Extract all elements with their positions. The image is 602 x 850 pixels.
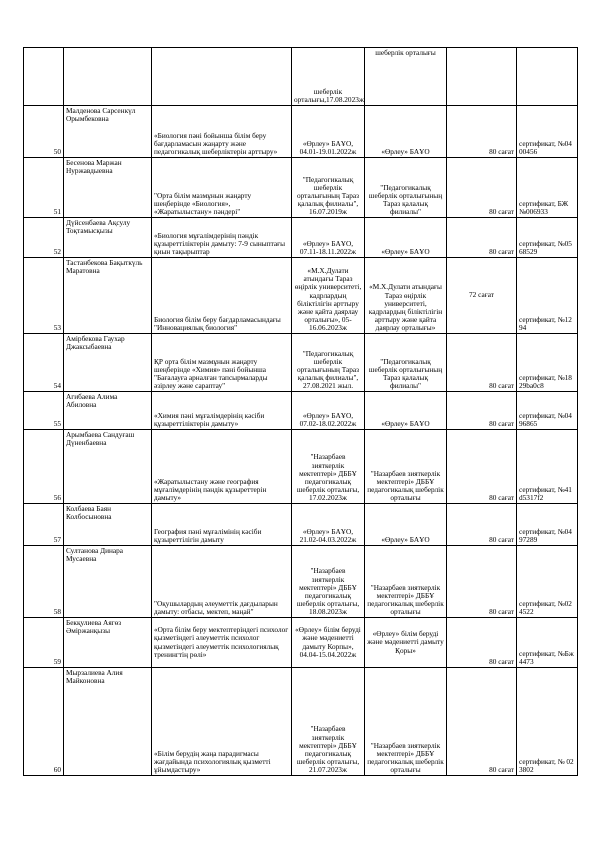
organization-date: «М.Х.Дулати атындағы Тараз өңірлік университеті, кадрлардың біліктілігін арттыру және қайта даярлау орталығы», 05-16.06.2023ж — [292, 258, 365, 334]
certificate: сертификат, №0400456 — [517, 106, 578, 158]
course-title: ҚР орта білім мазмұнын жаңарту шеңберінде «Химия» пәні бойынша "Бағалауға арналған тапсырмаларды әзірлеу және сараптау" — [152, 334, 292, 392]
table-row — [24, 258, 578, 334]
organization: "Назарбаев зияткерлік мектептері» ДББҰ педагогикалық шеберлік орталығы — [365, 546, 447, 618]
table-row — [24, 334, 578, 392]
course-title: "Оқушылардың әлеуметтік дағдыларын дамыту: отбасы, мектеп, маңай" — [152, 546, 292, 618]
row-number: 57 — [24, 504, 64, 546]
organization-date: шеберлік орталығы,17.08.2023ж — [292, 48, 365, 106]
certificate: сертификат, №0568529 — [517, 218, 578, 258]
hours: 80 сағат — [447, 106, 517, 158]
course-title: География пәні мұғалімінің кәсіби құзыреттілігін дамыту — [152, 504, 292, 546]
hours: 80 сағат — [447, 430, 517, 504]
teacher-name: Арымбаева Сандуғаш Дүненбаевна — [64, 430, 152, 504]
organization-date: «Өрлеу» БАҰО, 04.01-19.01.2022ж — [292, 106, 365, 158]
teachers-table — [23, 47, 578, 776]
row-number: 53 — [24, 258, 64, 334]
organization: шеберлік орталығы — [365, 48, 447, 106]
course-title: «Биология мұғалімдерінің пәндік құзыреттіліктерін дамыту: 7-9 сыныптағы қиын тақырыптар — [152, 218, 292, 258]
course-title: "Орта білім мазмұнын жаңарту шеңберінде «Биология», «Жаратылыстану» пәндері" — [152, 158, 292, 218]
course-title: «Жаратылыстану және география мұғалімдерінің пәндік құзыреттерін дамыту» — [152, 430, 292, 504]
hours — [447, 48, 517, 106]
certificate: сертификат, №Бж4473 — [517, 618, 578, 668]
hours: 80 сағат — [447, 158, 517, 218]
certificate: сертификат, №024522 — [517, 546, 578, 618]
table-row — [24, 504, 578, 546]
teacher-name: Малденова Сарсенкүл Орымбековна — [64, 106, 152, 158]
hours: 72 сағат — [447, 258, 517, 334]
hours: 80 сағат — [447, 218, 517, 258]
teacher-name: Колбаева Баян Колбосыновна — [64, 504, 152, 546]
row-number: 52 — [24, 218, 64, 258]
organization: «Өрлеу» БАҰО — [365, 392, 447, 430]
table-row — [24, 430, 578, 504]
teacher-name: Бекқулиева Аягөз Әміржанқызы — [64, 618, 152, 668]
teacher-name: Бесенова Маржан Нуржавдыевна — [64, 158, 152, 218]
organization: "Назарбаев зияткерлік мектептері» ДББҰ педагогикалық шеберлік орталығы — [365, 668, 447, 776]
row-number: 56 — [24, 430, 64, 504]
organization-date: «Өрлеу» БАҰО, 21.02-04.03.2022ж — [292, 504, 365, 546]
certificate: сертификат, №1294 — [517, 258, 578, 334]
organization-date: "Назарбаев зияткерлік мектептері» ДББҰ педагогикалық шеберлік орталығы, 21.07.2023ж — [292, 668, 365, 776]
organization-date: «Өрлеу» білім беруді және мәдениетті дамыту Корпы», 04.04-15.04.2022ж — [292, 618, 365, 668]
teacher-name — [64, 48, 152, 106]
teacher-name: Тастанбекова Бақыткүль Маратовна — [64, 258, 152, 334]
certificate: сертификат, №1829ba0c8 — [517, 334, 578, 392]
hours: 80 сағат — [447, 618, 517, 668]
course-title: «Химия пәні мұғалімдерінің кәсіби құзыреттіліктерін дамыту» — [152, 392, 292, 430]
organization-date: «Өрлеу» БАҰО, 07.11-18.11.2022ж — [292, 218, 365, 258]
organization-date: "Назарбаев зияткерлік мектептері» ДББҰ педагогикалық шеберлік орталығы, 17.02.2023ж — [292, 430, 365, 504]
organization: «Өрлеу» БАҰО — [365, 218, 447, 258]
organization-date: «Өрлеу» БАҰО, 07.02-18.02.2022ж — [292, 392, 365, 430]
teacher-name: Амірбекова Гаухар Джаксыбаевна — [64, 334, 152, 392]
row-number: 55 — [24, 392, 64, 430]
certificate: сертификат, БЖ№006933 — [517, 158, 578, 218]
table-row — [24, 546, 578, 618]
teacher-name: Мырзалиева Алия Майконовна — [64, 668, 152, 776]
course-title: «Орта білім беру мектептеріндегі психолог қызметіндегі әлеуметтік психолог қызметіндегі әлеуметтік психологиялық тренингтің рөлі» — [152, 618, 292, 668]
teacher-name: Агибаева Алима Абиловна — [64, 392, 152, 430]
certificate — [517, 48, 578, 106]
teacher-name: Султанова Динара Мусаевна — [64, 546, 152, 618]
hours: 80 сағат — [447, 334, 517, 392]
teacher-name: Дүйсенбаева Ақсулу Тоқтамысқызы — [64, 218, 152, 258]
table-row — [24, 668, 578, 776]
row-number: 54 — [24, 334, 64, 392]
table-row — [24, 218, 578, 258]
row-number: 59 — [24, 618, 64, 668]
certificate: сертификат, № 023802 — [517, 668, 578, 776]
table-row — [24, 106, 578, 158]
organization: «Өрлеу» БАҰО — [365, 504, 447, 546]
certificate: сертификат, №41d5317f2 — [517, 430, 578, 504]
hours: 80 сағат — [447, 504, 517, 546]
course-title: «Биология пәні бойынша білім беру бағдарламасын жаңарту және педагогикалық шеберліктерін арттыру» — [152, 106, 292, 158]
organization-date: "Педагогикалық шеберлік орталығының Тараз қалалық филиалы", 16.07.2019ж — [292, 158, 365, 218]
table-row — [24, 48, 578, 106]
hours: 80 сағат — [447, 546, 517, 618]
certificate: сертификат, №0497289 — [517, 504, 578, 546]
row-number: 50 — [24, 106, 64, 158]
organization-date: "Назарбаев зияткерлік мектептері» ДББҰ педагогикалық шеберлік орталығы, 18.08.2023ж — [292, 546, 365, 618]
row-number — [24, 48, 64, 106]
row-number: 60 — [24, 668, 64, 776]
course-title — [152, 48, 292, 106]
table-row — [24, 618, 578, 668]
course-title: «Білім берудің жаңа парадигмасы жағдайында психологиялық қызметті ұйымдастыру» — [152, 668, 292, 776]
row-number: 51 — [24, 158, 64, 218]
row-number: 58 — [24, 546, 64, 618]
organization: "Педагогикалық шеберлік орталығының Тараз қалалық филиалы" — [365, 158, 447, 218]
hours: 80 сағат — [447, 392, 517, 430]
hours: 80 сағат — [447, 668, 517, 776]
organization: «М.Х.Дулати атындағы Тараз өңірлік университеті, кадрлардың біліктілігін арттыру және қайта даярлау орталығы» — [365, 258, 447, 334]
table-row — [24, 158, 578, 218]
organization: "Назарбаев зияткерлік мектептері» ДББҰ педагогикалық шеберлік орталығы — [365, 430, 447, 504]
organization-date: "Педагогикалық шеберлік орталығының Тараз қалалық филиалы", 27.08.2021 жыл. — [292, 334, 365, 392]
organization: «Өрлеу» білім беруді және мәдениетті дамыту Қоры» — [365, 618, 447, 668]
certificate: сертификат, №0496865 — [517, 392, 578, 430]
organization: "Педагогикалық шеберлік орталығының Тараз қалалық филиалы" — [365, 334, 447, 392]
organization: «Өрлеу» БАҰО — [365, 106, 447, 158]
course-title: Биология білім беру бағдарламасындағы "Инновациялық биология" — [152, 258, 292, 334]
table-row — [24, 392, 578, 430]
